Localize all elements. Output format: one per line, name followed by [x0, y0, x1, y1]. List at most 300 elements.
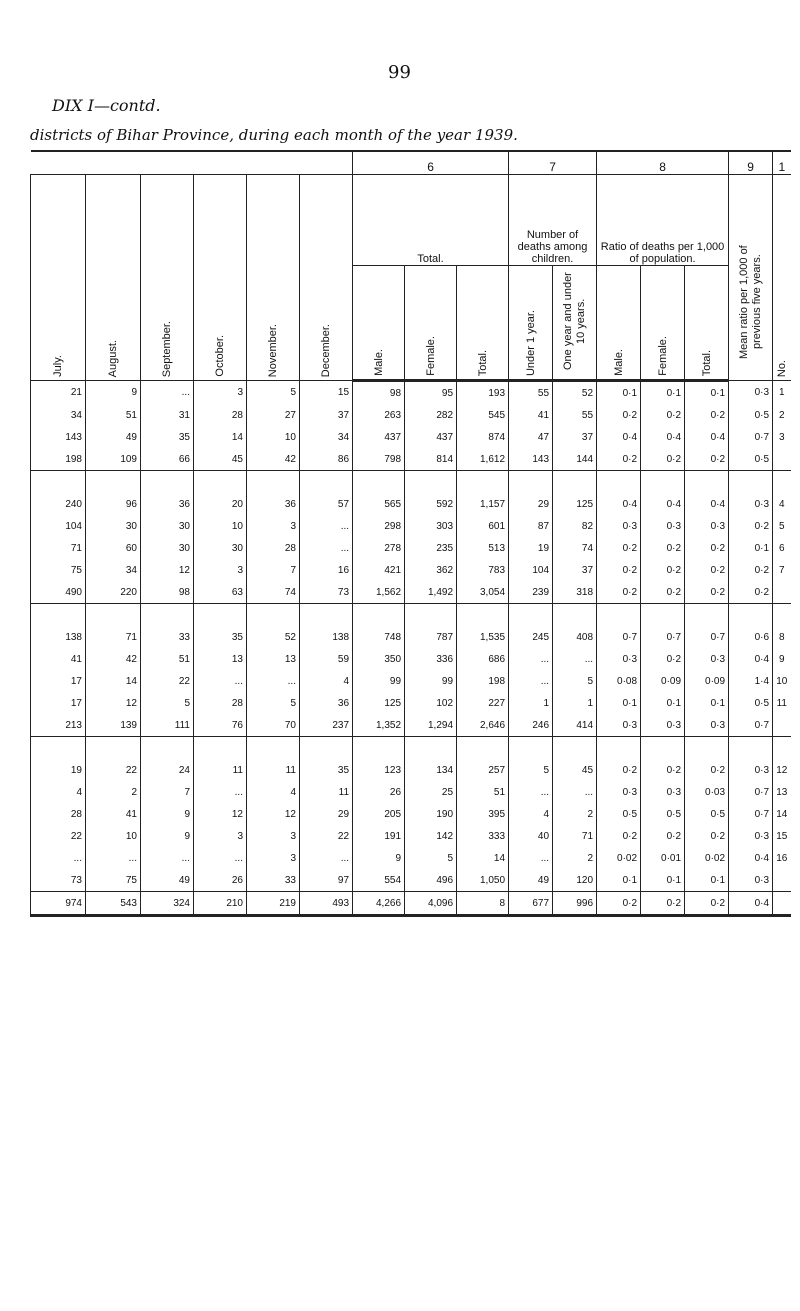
group-total-row — [31, 448, 791, 471]
table-cell: 1,294 — [405, 714, 457, 737]
table-cell: 513 — [457, 537, 509, 559]
table-cell: 16 — [773, 847, 791, 869]
column-number-row — [31, 151, 791, 175]
header-group-children: Number of deaths among children. — [509, 175, 597, 266]
table-cell: 0·4 — [685, 426, 729, 448]
table-cell: 12 — [194, 803, 247, 825]
table-cell: 4 — [509, 803, 553, 825]
table-cell: 493 — [300, 892, 353, 916]
table-cell: 0·3 — [597, 515, 641, 537]
table-cell: 3 — [194, 825, 247, 847]
gap-cell — [773, 737, 791, 760]
table-cell: 362 — [405, 559, 457, 581]
table-cell: 11 — [773, 692, 791, 714]
gap-cell — [457, 471, 509, 494]
table-cell: 3 — [247, 825, 300, 847]
table-cell: 7 — [141, 781, 194, 803]
table-cell: 12 — [141, 559, 194, 581]
table-cell: 34 — [300, 426, 353, 448]
header-december: December. — [300, 175, 353, 381]
gap-cell — [194, 737, 247, 760]
table-cell: 14 — [194, 426, 247, 448]
table-cell: 298 — [353, 515, 405, 537]
table-cell: 0·2 — [685, 537, 729, 559]
table-cell: 0·5 — [685, 803, 729, 825]
table-cell: 0·3 — [685, 515, 729, 537]
table-cell: 3 — [194, 381, 247, 405]
table-cell: 0·2 — [641, 448, 685, 471]
gap-cell — [300, 737, 353, 760]
table-cell: 96 — [86, 493, 141, 515]
table-cell: 9 — [353, 847, 405, 869]
table-cell: 11 — [247, 759, 300, 781]
table-cell: 8 — [773, 626, 791, 648]
header-under-1-year: Under 1 year. — [509, 266, 553, 381]
table-cell: 102 — [405, 692, 457, 714]
gap-cell — [141, 737, 194, 760]
table-cell: 0·3 — [641, 515, 685, 537]
table-cell: 0·7 — [729, 803, 773, 825]
table-cell: 17 — [31, 692, 86, 714]
table-cell: 4,096 — [405, 892, 457, 916]
table-cell: 677 — [509, 892, 553, 916]
table-cell: 87 — [509, 515, 553, 537]
group-total-row — [31, 869, 791, 892]
table-cell: ... — [509, 670, 553, 692]
table-cell: 874 — [457, 426, 509, 448]
table-cell: 246 — [509, 714, 553, 737]
table-cell: 0·7 — [729, 781, 773, 803]
table-cell: 235 — [405, 537, 457, 559]
gap-cell — [31, 471, 86, 494]
table-cell: 31 — [141, 404, 194, 426]
gap-cell — [457, 737, 509, 760]
column-number-8: 8 — [597, 151, 729, 175]
table-cell: 82 — [553, 515, 597, 537]
table-cell: 0·2 — [685, 892, 729, 916]
table-cell: 19 — [509, 537, 553, 559]
table-cell: 143 — [31, 426, 86, 448]
table-cell: 0·02 — [685, 847, 729, 869]
table-cell: 13 — [247, 648, 300, 670]
table-cell: 190 — [405, 803, 457, 825]
group-total-row — [31, 714, 791, 737]
grand-total-row — [31, 892, 791, 916]
table-cell: 0·2 — [597, 759, 641, 781]
table-cell: 395 — [457, 803, 509, 825]
table-cell: 33 — [141, 626, 194, 648]
table-cell: 24 — [141, 759, 194, 781]
table-cell: 98 — [353, 381, 405, 405]
table-cell: 0·09 — [685, 670, 729, 692]
table-cell: 28 — [194, 692, 247, 714]
table-cell: 63 — [194, 581, 247, 604]
gap-cell — [685, 471, 729, 494]
appendix-heading: DIX I—contd. — [52, 96, 161, 115]
table-cell: 0·2 — [641, 537, 685, 559]
header-september: September. — [141, 175, 194, 381]
table-cell: 3,054 — [457, 581, 509, 604]
table-cell: 0·2 — [597, 537, 641, 559]
table-cell: 237 — [300, 714, 353, 737]
table-cell: ... — [194, 781, 247, 803]
table-cell: 748 — [353, 626, 405, 648]
table-cell: 7 — [773, 559, 791, 581]
table-cell: 191 — [353, 825, 405, 847]
table-cell: 125 — [553, 493, 597, 515]
table-cell: 0·3 — [685, 648, 729, 670]
table-cell: 974 — [31, 892, 86, 916]
group-header-row — [31, 175, 791, 266]
table-cell: 240 — [31, 493, 86, 515]
table-cell: 51 — [86, 404, 141, 426]
table-cell: 111 — [141, 714, 194, 737]
table-cell: 0·2 — [597, 581, 641, 604]
table-cell: 36 — [247, 493, 300, 515]
table-cell: 213 — [31, 714, 86, 737]
table-cell: 41 — [86, 803, 141, 825]
table-cell: 543 — [86, 892, 141, 916]
table-cell: 2 — [86, 781, 141, 803]
table-cell: 0·7 — [685, 626, 729, 648]
table-cell: ... — [31, 847, 86, 869]
mortality-table — [30, 150, 791, 917]
table-cell: 21 — [31, 381, 86, 405]
table-cell: 0·3 — [597, 648, 641, 670]
table-cell: 60 — [86, 537, 141, 559]
table-cell: 324 — [141, 892, 194, 916]
table-cell: 0·1 — [641, 692, 685, 714]
table-cell: 0·2 — [597, 448, 641, 471]
table-cell: 219 — [247, 892, 300, 916]
gap-cell — [641, 471, 685, 494]
table-cell — [773, 581, 791, 604]
table-cell: 2 — [773, 404, 791, 426]
table-cell: 414 — [553, 714, 597, 737]
table-cell: 0·3 — [729, 759, 773, 781]
table-cell: 0·2 — [641, 759, 685, 781]
table-cell: 263 — [353, 404, 405, 426]
table-cell: 554 — [353, 869, 405, 892]
table-cell: 0·2 — [729, 581, 773, 604]
gap-cell — [247, 737, 300, 760]
table-cell: ... — [247, 670, 300, 692]
table-cell: 0·2 — [641, 825, 685, 847]
header-october: October. — [194, 175, 247, 381]
table-cell: 0·3 — [641, 714, 685, 737]
data-table-container — [30, 150, 790, 917]
table-cell: 0·7 — [597, 626, 641, 648]
header-august: August. — [86, 175, 141, 381]
table-row — [31, 515, 791, 537]
table-cell: 408 — [553, 626, 597, 648]
table-cell: 104 — [31, 515, 86, 537]
table-cell: 14 — [457, 847, 509, 869]
table-cell: 143 — [509, 448, 553, 471]
table-row — [31, 670, 791, 692]
gap-cell — [194, 471, 247, 494]
table-cell: 22 — [86, 759, 141, 781]
header-july: July. — [31, 175, 86, 381]
table-cell: 1,535 — [457, 626, 509, 648]
table-cell: 257 — [457, 759, 509, 781]
table-cell: ... — [509, 781, 553, 803]
table-cell: 55 — [509, 381, 553, 405]
table-cell: 496 — [405, 869, 457, 892]
table-cell: 798 — [353, 448, 405, 471]
table-cell: 0·1 — [597, 381, 641, 405]
gap-cell — [457, 604, 509, 627]
table-cell: 34 — [86, 559, 141, 581]
table-cell: 7 — [247, 559, 300, 581]
table-subtitle: districts of Bihar Province, during each month of the year 1939. — [30, 126, 518, 144]
table-row — [31, 404, 791, 426]
table-cell: 490 — [31, 581, 86, 604]
table-cell: 0·1 — [641, 381, 685, 405]
table-cell: 75 — [86, 869, 141, 892]
table-cell: 5 — [405, 847, 457, 869]
table-cell: 5 — [509, 759, 553, 781]
table-cell: 0·08 — [597, 670, 641, 692]
table-cell: 22 — [31, 825, 86, 847]
header-mean-ratio: Mean ratio per 1,000 of previous five years. — [729, 175, 773, 381]
table-cell: 220 — [86, 581, 141, 604]
gap-cell — [141, 604, 194, 627]
gap-cell — [685, 604, 729, 627]
table-cell: 36 — [300, 692, 353, 714]
table-cell: 421 — [353, 559, 405, 581]
table-cell: 142 — [405, 825, 457, 847]
table-cell: 10 — [773, 670, 791, 692]
gap-cell — [773, 604, 791, 627]
table-cell: ... — [86, 847, 141, 869]
table-cell: 123 — [353, 759, 405, 781]
gap-cell — [729, 604, 773, 627]
table-cell: 0·01 — [641, 847, 685, 869]
table-cell: 73 — [31, 869, 86, 892]
table-cell: 4 — [773, 493, 791, 515]
column-number-7: 7 — [509, 151, 597, 175]
table-cell: 3 — [773, 426, 791, 448]
table-cell: 193 — [457, 381, 509, 405]
table-row — [31, 847, 791, 869]
table-cell: 0·7 — [729, 714, 773, 737]
page-number: 99 — [388, 62, 411, 83]
table-cell: 0·4 — [729, 648, 773, 670]
table-cell: 0·2 — [597, 892, 641, 916]
table-cell: 97 — [300, 869, 353, 892]
table-row — [31, 426, 791, 448]
table-cell: 11 — [300, 781, 353, 803]
table-cell: 47 — [509, 426, 553, 448]
group-gap-row — [31, 604, 791, 627]
table-cell: 8 — [457, 892, 509, 916]
table-cell: 35 — [300, 759, 353, 781]
table-cell: 0·2 — [685, 404, 729, 426]
table-cell: 45 — [194, 448, 247, 471]
table-row — [31, 803, 791, 825]
table-cell: 36 — [141, 493, 194, 515]
table-cell: 3 — [247, 515, 300, 537]
table-cell: 0·3 — [597, 781, 641, 803]
table-cell: 45 — [553, 759, 597, 781]
table-cell: 814 — [405, 448, 457, 471]
table-cell: 0·4 — [597, 493, 641, 515]
table-row — [31, 648, 791, 670]
table-cell: 20 — [194, 493, 247, 515]
table-cell: 0·2 — [685, 581, 729, 604]
header-group-total: Total. — [353, 175, 509, 266]
table-cell: 51 — [457, 781, 509, 803]
table-cell: 49 — [86, 426, 141, 448]
gap-cell — [597, 604, 641, 627]
table-cell: 282 — [405, 404, 457, 426]
table-row — [31, 381, 791, 405]
table-cell: 0·1 — [685, 381, 729, 405]
table-cell: 42 — [86, 648, 141, 670]
table-cell: 57 — [300, 493, 353, 515]
table-cell: 9 — [773, 648, 791, 670]
table-cell: 104 — [509, 559, 553, 581]
table-cell: 109 — [86, 448, 141, 471]
table-cell: 35 — [194, 626, 247, 648]
table-cell: 15 — [300, 381, 353, 405]
gap-cell — [405, 737, 457, 760]
table-cell: 22 — [141, 670, 194, 692]
table-cell: 0·6 — [729, 626, 773, 648]
table-row — [31, 626, 791, 648]
table-cell: 0·1 — [597, 692, 641, 714]
column-number-6: 6 — [353, 151, 509, 175]
table-cell: 278 — [353, 537, 405, 559]
gap-cell — [509, 604, 553, 627]
table-cell: ... — [300, 847, 353, 869]
table-cell: 25 — [405, 781, 457, 803]
table-cell: 75 — [31, 559, 86, 581]
table-cell: 545 — [457, 404, 509, 426]
table-body — [31, 381, 791, 916]
table-cell — [773, 714, 791, 737]
table-cell: 0·2 — [641, 559, 685, 581]
table-cell: 227 — [457, 692, 509, 714]
table-cell: 35 — [141, 426, 194, 448]
table-cell: 0·2 — [641, 404, 685, 426]
table-cell: 0·3 — [729, 869, 773, 892]
table-cell: 0·2 — [641, 892, 685, 916]
gap-cell — [553, 604, 597, 627]
group-total-row — [31, 581, 791, 604]
table-cell — [773, 448, 791, 471]
table-cell: ... — [509, 648, 553, 670]
gap-cell — [86, 471, 141, 494]
table-cell: 333 — [457, 825, 509, 847]
table-cell: 12 — [86, 692, 141, 714]
table-cell: 37 — [300, 404, 353, 426]
table-cell: 0·02 — [597, 847, 641, 869]
table-cell: 0·2 — [641, 648, 685, 670]
table-cell: 30 — [86, 515, 141, 537]
gap-cell — [641, 604, 685, 627]
table-cell — [773, 892, 791, 916]
table-cell: 120 — [553, 869, 597, 892]
table-cell: 76 — [194, 714, 247, 737]
table-cell: 71 — [86, 626, 141, 648]
gap-cell — [553, 471, 597, 494]
gap-cell — [729, 737, 773, 760]
gap-cell — [194, 604, 247, 627]
table-cell: 22 — [300, 825, 353, 847]
table-cell: 4 — [300, 670, 353, 692]
table-cell: 0·5 — [597, 803, 641, 825]
gap-cell — [86, 737, 141, 760]
table-cell: 0·5 — [641, 803, 685, 825]
table-cell: 33 — [247, 869, 300, 892]
table-cell: 0·2 — [685, 559, 729, 581]
table-cell: 73 — [300, 581, 353, 604]
table-row — [31, 493, 791, 515]
table-cell: 5 — [141, 692, 194, 714]
table-cell: 0·03 — [685, 781, 729, 803]
table-cell: 0·5 — [729, 692, 773, 714]
table-cell: 5 — [247, 381, 300, 405]
table-cell: 0·3 — [729, 381, 773, 405]
table-cell: 245 — [509, 626, 553, 648]
table-cell: 210 — [194, 892, 247, 916]
header-ratio-male: Male. — [597, 266, 641, 381]
table-cell: 0·3 — [729, 493, 773, 515]
table-cell: 2 — [553, 847, 597, 869]
table-cell: 29 — [509, 493, 553, 515]
table-cell: 70 — [247, 714, 300, 737]
table-cell: 318 — [553, 581, 597, 604]
table-cell: 4 — [247, 781, 300, 803]
table-cell: 0·3 — [729, 825, 773, 847]
table-cell: 12 — [247, 803, 300, 825]
table-cell: 601 — [457, 515, 509, 537]
gap-cell — [31, 737, 86, 760]
gap-cell — [405, 471, 457, 494]
table-cell: 3 — [247, 847, 300, 869]
table-cell: 4 — [31, 781, 86, 803]
table-cell: 34 — [31, 404, 86, 426]
table-cell: 0·4 — [685, 493, 729, 515]
table-cell: ... — [194, 847, 247, 869]
table-cell: 3 — [194, 559, 247, 581]
table-cell — [773, 869, 791, 892]
table-cell: 787 — [405, 626, 457, 648]
table-cell: 0·7 — [729, 426, 773, 448]
table-cell: 0·2 — [641, 581, 685, 604]
table-cell: 37 — [553, 559, 597, 581]
table-cell: 9 — [86, 381, 141, 405]
table-cell: 1,612 — [457, 448, 509, 471]
table-cell: 0·1 — [685, 869, 729, 892]
gap-cell — [353, 604, 405, 627]
gap-cell — [247, 471, 300, 494]
table-cell: 0·4 — [641, 493, 685, 515]
table-cell: ... — [300, 515, 353, 537]
table-cell: 29 — [300, 803, 353, 825]
table-cell: 28 — [194, 404, 247, 426]
gap-cell — [405, 604, 457, 627]
table-cell: 5 — [553, 670, 597, 692]
gap-cell — [86, 604, 141, 627]
header-total-total: Total. — [457, 266, 509, 381]
table-cell: 28 — [247, 537, 300, 559]
table-cell: ... — [300, 537, 353, 559]
table-cell: 198 — [457, 670, 509, 692]
table-cell: 138 — [300, 626, 353, 648]
